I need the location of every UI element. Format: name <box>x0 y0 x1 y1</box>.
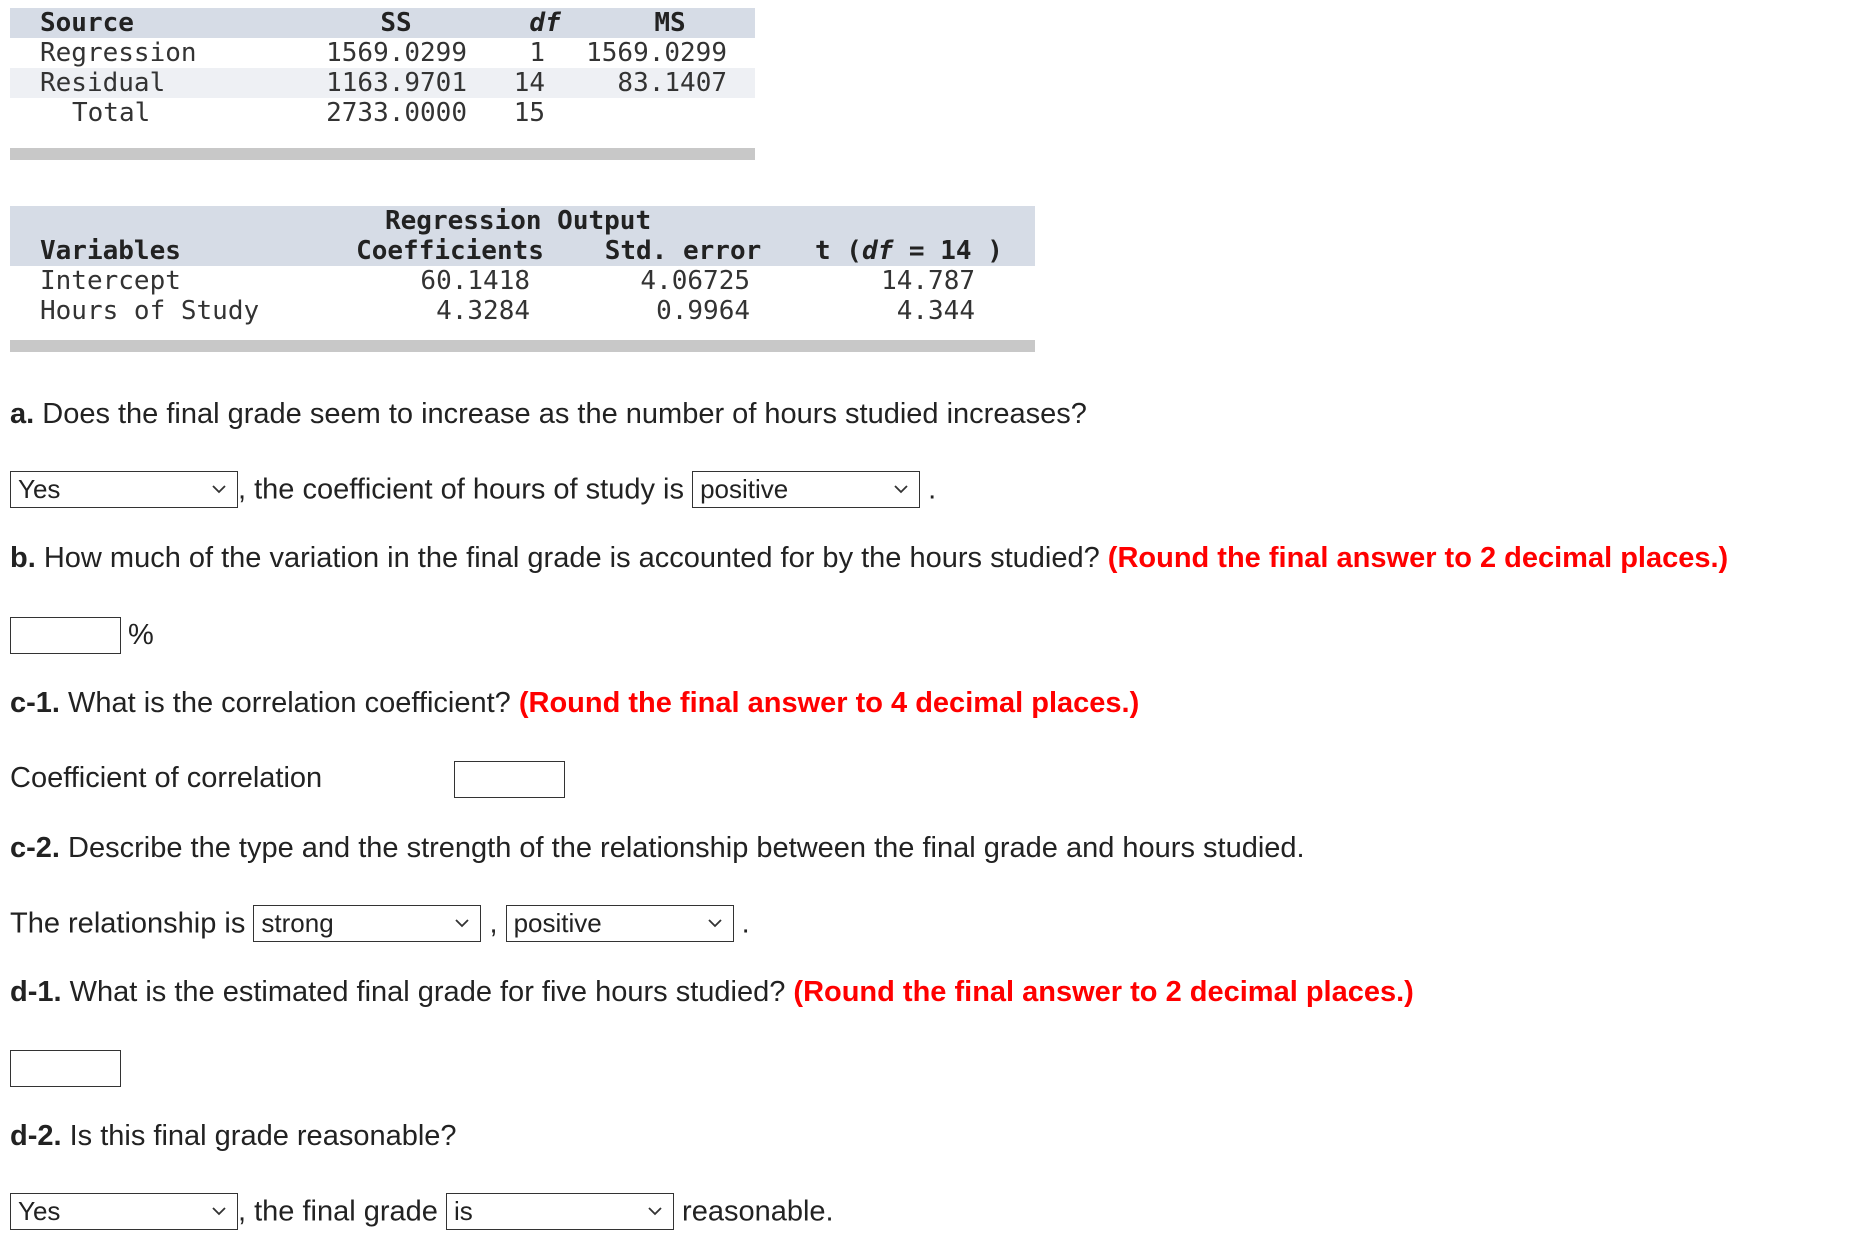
anova-ss: 1163.9701 <box>326 68 467 98</box>
correlation-coefficient-input[interactable] <box>454 761 565 798</box>
regression-coef: 60.1418 <box>420 266 530 296</box>
anova-df: 15 <box>513 98 545 128</box>
regression-title: Regression Output <box>385 206 652 236</box>
anova-df: 1 <box>529 38 545 68</box>
answer-d2-line: Yes , the final grade is reasonable. <box>10 1192 834 1230</box>
question-c2: c-2. Describe the type and the strength of the relationship between the final grade and hours studied. <box>10 832 1305 864</box>
answer-d2-select-2[interactable]: is <box>446 1193 674 1230</box>
regression-header-row <box>10 236 1035 266</box>
percent-unit: % <box>128 619 154 651</box>
anova-source: Regression <box>40 38 197 68</box>
anova-header-ms: MS <box>654 8 686 38</box>
chevron-down-icon <box>647 1203 663 1219</box>
anova-source: Total <box>72 98 151 128</box>
anova-ss: 2733.0000 <box>326 98 467 128</box>
table-row <box>10 98 755 128</box>
regression-header-t: t (df = 14 ) <box>815 236 1003 266</box>
anova-table <box>10 8 755 160</box>
table-row <box>10 296 1035 326</box>
answer-d2-select-1[interactable]: Yes <box>10 1193 238 1230</box>
regression-variable: Hours of Study <box>40 296 260 326</box>
anova-ms: 1569.0299 <box>586 38 727 68</box>
regression-se: 4.06725 <box>640 266 750 296</box>
answer-a-select-2[interactable]: positive <box>692 471 920 508</box>
regression-coef: 4.3284 <box>436 296 530 326</box>
coefficient-of-correlation-label: Coefficient of correlation <box>10 762 323 794</box>
question-b: b. How much of the variation in the final grade is accounted for by the hours studied? (Round the final answer to 2 decimal places.) <box>10 542 1729 574</box>
regression-t: 4.344 <box>896 296 975 326</box>
chevron-down-icon <box>454 915 470 931</box>
relationship-strength-select[interactable]: strong <box>253 905 481 942</box>
anova-header-row <box>10 8 755 38</box>
answer-a-select-1[interactable]: Yes <box>10 471 238 508</box>
question-a: a. Does the final grade seem to increase as the number of hours studied increases? <box>10 398 1087 430</box>
regression-header-coef: Coefficients <box>356 236 544 266</box>
answer-b-input[interactable] <box>10 617 121 654</box>
regression-variable: Intercept <box>40 266 181 296</box>
regression-se: 0.9964 <box>656 296 750 326</box>
table-row <box>10 38 755 68</box>
regression-table-rule <box>10 340 1035 352</box>
chevron-down-icon <box>211 1203 227 1219</box>
regression-header-se: Std. error <box>604 236 762 266</box>
regression-t: 14.787 <box>881 266 975 296</box>
chevron-down-icon <box>707 915 723 931</box>
relationship-type-select[interactable]: positive <box>506 905 734 942</box>
answer-c2-line: The relationship is strong , positive . <box>10 904 750 942</box>
anova-header-source: Source <box>40 8 134 38</box>
regression-title-row <box>10 206 1035 236</box>
table-row <box>10 266 1035 296</box>
answer-a-line: Yes , the coefficient of hours of study is positive . <box>10 470 936 508</box>
question-d1: d-1. What is the estimated final grade for five hours studied? (Round the final answer to 2 decimal places.) <box>10 976 1414 1008</box>
anova-ss: 1569.0299 <box>326 38 467 68</box>
regression-header-variables: Variables <box>40 236 181 266</box>
anova-header-ss: SS <box>380 8 412 38</box>
answer-d1-input[interactable] <box>10 1050 121 1087</box>
table-row <box>10 68 755 98</box>
chevron-down-icon <box>893 481 909 497</box>
question-c1: c-1. What is the correlation coefficient? (Round the final answer to 4 decimal places.) <box>10 687 1140 719</box>
anova-source: Residual <box>40 68 166 98</box>
anova-table-rule <box>10 148 755 160</box>
anova-ms: 83.1407 <box>617 68 727 98</box>
regression-table <box>10 206 1035 352</box>
question-d2: d-2. Is this final grade reasonable? <box>10 1120 457 1152</box>
anova-header-df: df <box>529 8 561 38</box>
chevron-down-icon <box>211 481 227 497</box>
anova-df: 14 <box>513 68 545 98</box>
